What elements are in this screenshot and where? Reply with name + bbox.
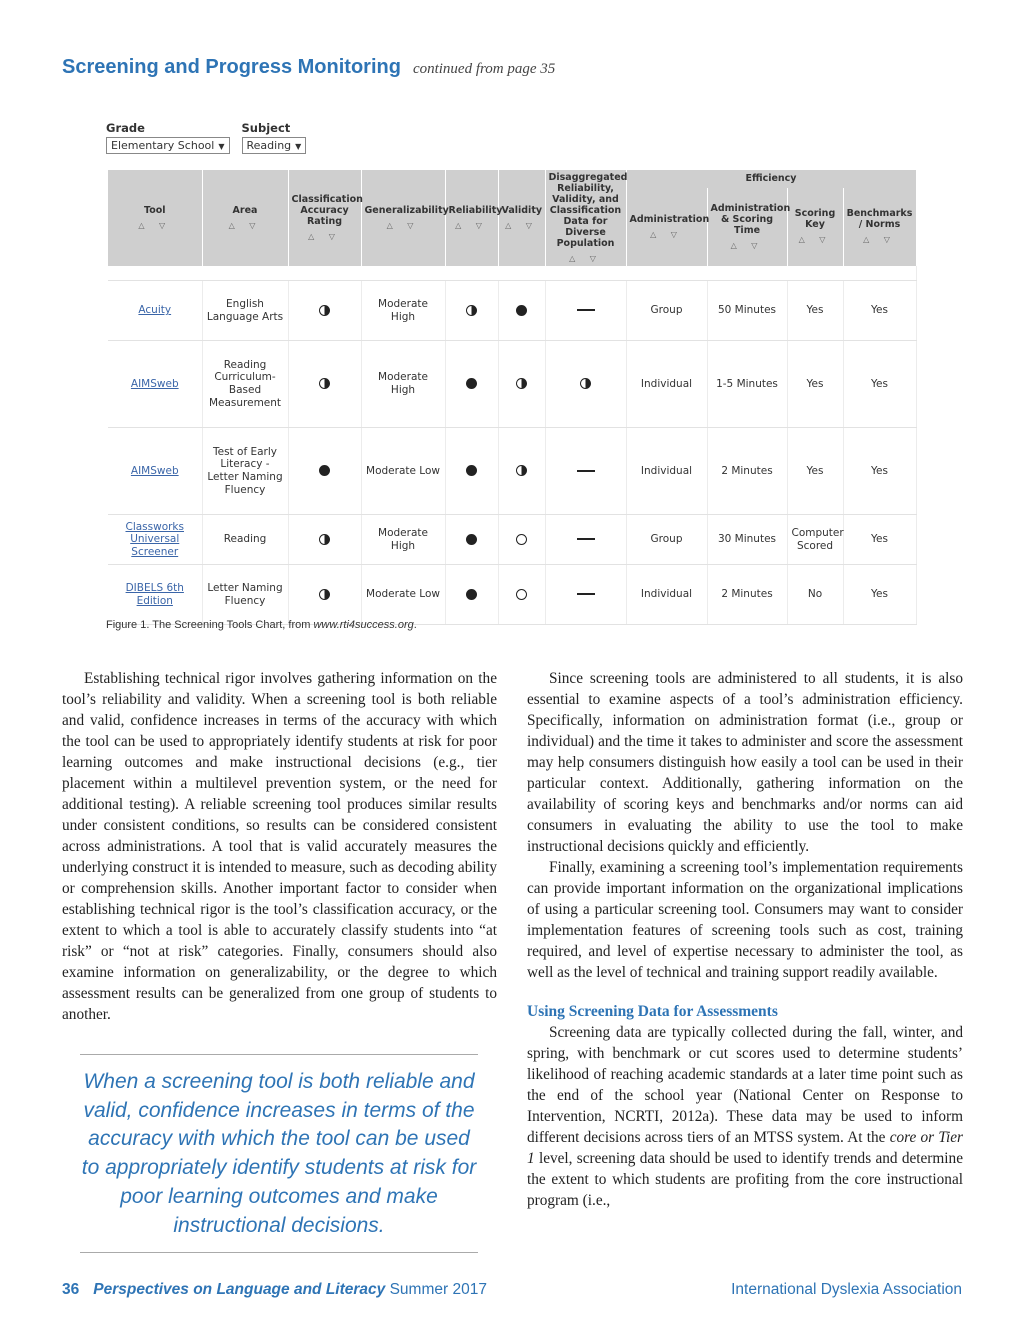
col-header-reliability[interactable]: Reliability △ ▽ — [445, 170, 498, 266]
table-row — [108, 281, 916, 341]
half-circle-icon — [319, 378, 330, 389]
caption-source: www.rti4success.org — [313, 619, 414, 631]
half-circle-icon — [319, 305, 330, 316]
cell-generalizability: Moderate Low — [361, 565, 445, 625]
cell-benchmarks: Yes — [843, 565, 916, 625]
col-header-area[interactable]: Area △ ▽ — [202, 170, 288, 266]
footer-left — [62, 1281, 487, 1299]
chevron-down-icon: ▼ — [295, 142, 302, 151]
full-circle-icon — [466, 465, 477, 476]
cell-area: Reading — [202, 515, 288, 565]
sort-arrows-icon[interactable]: △ ▽ — [569, 253, 602, 263]
section-title: Screening and Progress Monitoring — [62, 56, 401, 78]
cell-classification — [288, 565, 361, 625]
body-paragraph: Screening data are typically collected during the fall, winter, and spring, with benchmark or cut scores used to determine students’ likelihood of reaching academic standards at a later time point such as the end of the school year (National Center on Response to Intervention, NCRTI, 2012a). These data may be used to inform different decisions across tiers of an MTSS system. At the core or Tier 1 level, screening data should be used to identify trends and determine the extent to which students are profiting from the core instructional program (i.e., — [527, 1024, 963, 1209]
cell-disaggregated — [545, 281, 626, 341]
sort-arrows-icon[interactable]: △ ▽ — [138, 220, 172, 230]
filter-selectors — [106, 121, 918, 154]
cell-time: 1-5 Minutes — [707, 341, 787, 428]
table-row — [108, 341, 916, 428]
cell-validity — [498, 281, 545, 341]
sort-arrows-icon[interactable]: △ ▽ — [228, 220, 262, 230]
cell-classification — [288, 281, 361, 341]
cell-reliability — [445, 281, 498, 341]
cell-generalizability: Moderate High — [361, 515, 445, 565]
cell-scoring-key: No — [787, 565, 843, 625]
col-header-scoring-key[interactable]: Scoring Key △ ▽ — [787, 188, 843, 266]
body-paragraph: Finally, examining a screening tool’s implementation requirements can provide important information on the organizational implications of using a particular screening tool. Consumers may want to consider implementation features of screening tools such as cost, training required, and level of expertise necessary to administer the tool, as well as the level of technical and training support readily available. — [527, 859, 963, 981]
cell-reliability — [445, 565, 498, 625]
sort-arrows-icon[interactable]: △ ▽ — [505, 220, 538, 230]
tool-link[interactable]: AIMSweb — [130, 464, 179, 477]
full-circle-icon — [516, 305, 527, 316]
cell-disaggregated — [545, 515, 626, 565]
full-circle-icon — [319, 465, 330, 476]
subject-select[interactable] — [242, 137, 307, 154]
tool-link[interactable]: Acuity — [138, 304, 172, 317]
cell-administration: Group — [626, 515, 707, 565]
cell-scoring-key: Computer Scored — [787, 515, 843, 565]
cell-administration: Individual — [626, 341, 707, 428]
grade-select[interactable] — [106, 137, 230, 154]
table-row — [108, 515, 916, 565]
col-header-generalizability[interactable]: Generalizability △ ▽ — [361, 170, 445, 266]
sort-arrows-icon[interactable]: △ ▽ — [386, 220, 420, 230]
sort-arrows-icon[interactable]: △ ▽ — [308, 231, 341, 241]
cell-disaggregated — [545, 428, 626, 515]
col-header-benchmarks[interactable]: Benchmarks / Norms △ ▽ — [843, 188, 916, 266]
right-column — [527, 668, 963, 1211]
cell-scoring-key: Yes — [787, 281, 843, 341]
cell-classification — [288, 515, 361, 565]
sort-arrows-icon[interactable]: △ ▽ — [650, 229, 683, 239]
figure-caption: Figure 1. The Screening Tools Chart, from www.rti4success.org. — [106, 619, 417, 631]
running-header — [62, 56, 555, 79]
empty-circle-icon — [516, 589, 527, 600]
cell-reliability — [445, 341, 498, 428]
half-circle-icon — [580, 378, 591, 389]
pullquote-rule-top — [80, 1054, 478, 1055]
cell-area: Test of Early Literacy - Letter Naming Fluency — [202, 428, 288, 515]
half-circle-icon — [319, 534, 330, 545]
table-body — [108, 266, 916, 625]
cell-benchmarks: Yes — [843, 341, 916, 428]
col-header-tool[interactable]: Tool △ ▽ — [108, 170, 202, 266]
issue: Summer 2017 — [389, 1281, 487, 1298]
body-paragraph: Since screening tools are administered to all students, it is also essential to examine aspects of a tool’s administration efficiency. Specifically, information on administration format (i.e., group or individual) and the time it takes to administer and score the assessment may help consumers distinguish how easily a tool can be used in their particular context. Additionally, gathering information on the availability of scoring keys and benchmarks and/or norms can aid consumers in evaluating the ability to use the tool to make instructional decisions quickly and efficiently. — [527, 670, 963, 855]
cell-administration: Group — [626, 281, 707, 341]
footer-org: International Dyslexia Association — [731, 1281, 962, 1298]
continued-note: continued from page 35 — [412, 61, 556, 77]
cell-classification — [288, 428, 361, 515]
dash-icon — [577, 593, 595, 595]
screening-tools-table — [108, 170, 917, 625]
grade-filter — [106, 121, 230, 154]
cell-administration: Individual — [626, 428, 707, 515]
page-number: 36 — [62, 1281, 80, 1298]
cell-area: Letter Naming Fluency — [202, 565, 288, 625]
cell-generalizability: Moderate Low — [361, 428, 445, 515]
cell-scoring-key: Yes — [787, 341, 843, 428]
cell-generalizability: Moderate High — [361, 281, 445, 341]
col-header-classification[interactable]: Classification Accuracy Rating △ ▽ — [288, 170, 361, 266]
half-circle-icon — [516, 465, 527, 476]
subheading: Using Screening Data for Assessments — [527, 1003, 778, 1020]
full-circle-icon — [466, 378, 477, 389]
col-header-disaggregated[interactable]: Disaggregated Reliability, Validity, and Classification Data for Diverse Population △ ▽ — [545, 170, 626, 266]
cell-administration: Individual — [626, 565, 707, 625]
full-circle-icon — [466, 589, 477, 600]
col-header-validity[interactable]: Validity △ ▽ — [498, 170, 545, 266]
pull-quote: When a screening tool is both reliable and valid, confidence increases in terms of the accuracy with which the tool can be used to appropriately identify students at risk for poor learning outcomes and make instructional decisions. — [81, 1070, 477, 1237]
col-group-efficiency: Efficiency — [626, 170, 916, 188]
subject-value: Reading — [246, 139, 292, 152]
sort-arrows-icon[interactable]: △ ▽ — [455, 220, 488, 230]
sort-arrows-icon[interactable]: △ ▽ — [730, 240, 764, 250]
figure-1 — [106, 121, 918, 154]
cell-tool — [108, 428, 202, 515]
cell-time: 30 Minutes — [707, 515, 787, 565]
cell-benchmarks: Yes — [843, 515, 916, 565]
cell-validity — [498, 515, 545, 565]
cell-tool — [108, 515, 202, 565]
cell-classification — [288, 341, 361, 428]
cell-scoring-key: Yes — [787, 428, 843, 515]
table-row — [108, 565, 916, 625]
dash-icon — [577, 309, 595, 311]
empty-circle-icon — [516, 534, 527, 545]
cell-tool — [108, 341, 202, 428]
chevron-down-icon: ▼ — [218, 142, 225, 151]
dash-icon — [577, 470, 595, 472]
cell-time: 2 Minutes — [707, 428, 787, 515]
cell-reliability — [445, 428, 498, 515]
cell-tool — [108, 281, 202, 341]
cell-validity — [498, 565, 545, 625]
tool-link[interactable]: Classworks Universal Screener — [125, 520, 184, 558]
cell-area: Reading Curriculum-Based Measurement — [202, 341, 288, 428]
cell-validity — [498, 428, 545, 515]
col-header-time[interactable]: Administration & Scoring Time △ ▽ — [707, 188, 787, 266]
half-circle-icon — [319, 589, 330, 600]
table-row — [108, 428, 916, 515]
half-circle-icon — [466, 305, 477, 316]
left-column — [62, 668, 497, 1025]
grade-label: Grade — [106, 121, 145, 135]
body-paragraph: Establishing technical rigor involves gathering information on the tool’s reliability and validity. When a screening tool is both reliable and valid, confidence increases in terms of the accuracy with which the tool can be used to appropriately identify students at risk for poor learning outcomes and make instructional decisions (e.g., tier placement within a multilevel prevention system, or the need for additional testing). A reliable screening tool produces similar results under consistent conditions, so results can be considered consistent across administrations. A tool that is valid accurately measures the underlying construct it is intended to measure, such as decoding ability or comprehension skills. Another important factor to consider when establishing technical rigor is the tool’s classification accuracy, or the extent to which a tool is able to accurately classify students into “at risk” or “not at risk” categories. Finally, consumers should also examine information on generalizability, or the degree to which assessment results can be generalized from one group of students to another. — [62, 670, 497, 1023]
tool-link[interactable]: DIBELS 6th Edition — [125, 581, 184, 607]
full-circle-icon — [466, 534, 477, 545]
subject-filter — [242, 121, 307, 154]
pullquote-rule-bottom — [80, 1252, 478, 1253]
col-header-administration[interactable]: Administration △ ▽ — [626, 188, 707, 266]
cell-time: 2 Minutes — [707, 565, 787, 625]
cell-validity — [498, 341, 545, 428]
sort-arrows-icon[interactable]: △ ▽ — [863, 235, 896, 245]
cell-generalizability: Moderate High — [361, 341, 445, 428]
cell-reliability — [445, 515, 498, 565]
half-circle-icon — [516, 378, 527, 389]
dash-icon — [577, 538, 595, 540]
tool-link[interactable]: AIMSweb — [130, 377, 179, 390]
sort-arrows-icon[interactable]: △ ▽ — [798, 235, 832, 245]
magazine-title: Perspectives on Language and Literacy — [93, 1281, 386, 1298]
cell-time: 50 Minutes — [707, 281, 787, 341]
cell-disaggregated — [545, 565, 626, 625]
table-spacer — [108, 266, 916, 281]
cell-tool — [108, 565, 202, 625]
cell-benchmarks: Yes — [843, 428, 916, 515]
cell-area: English Language Arts — [202, 281, 288, 341]
cell-benchmarks: Yes — [843, 281, 916, 341]
grade-value: Elementary School — [111, 139, 215, 152]
subject-label: Subject — [241, 121, 291, 135]
cell-disaggregated — [545, 341, 626, 428]
